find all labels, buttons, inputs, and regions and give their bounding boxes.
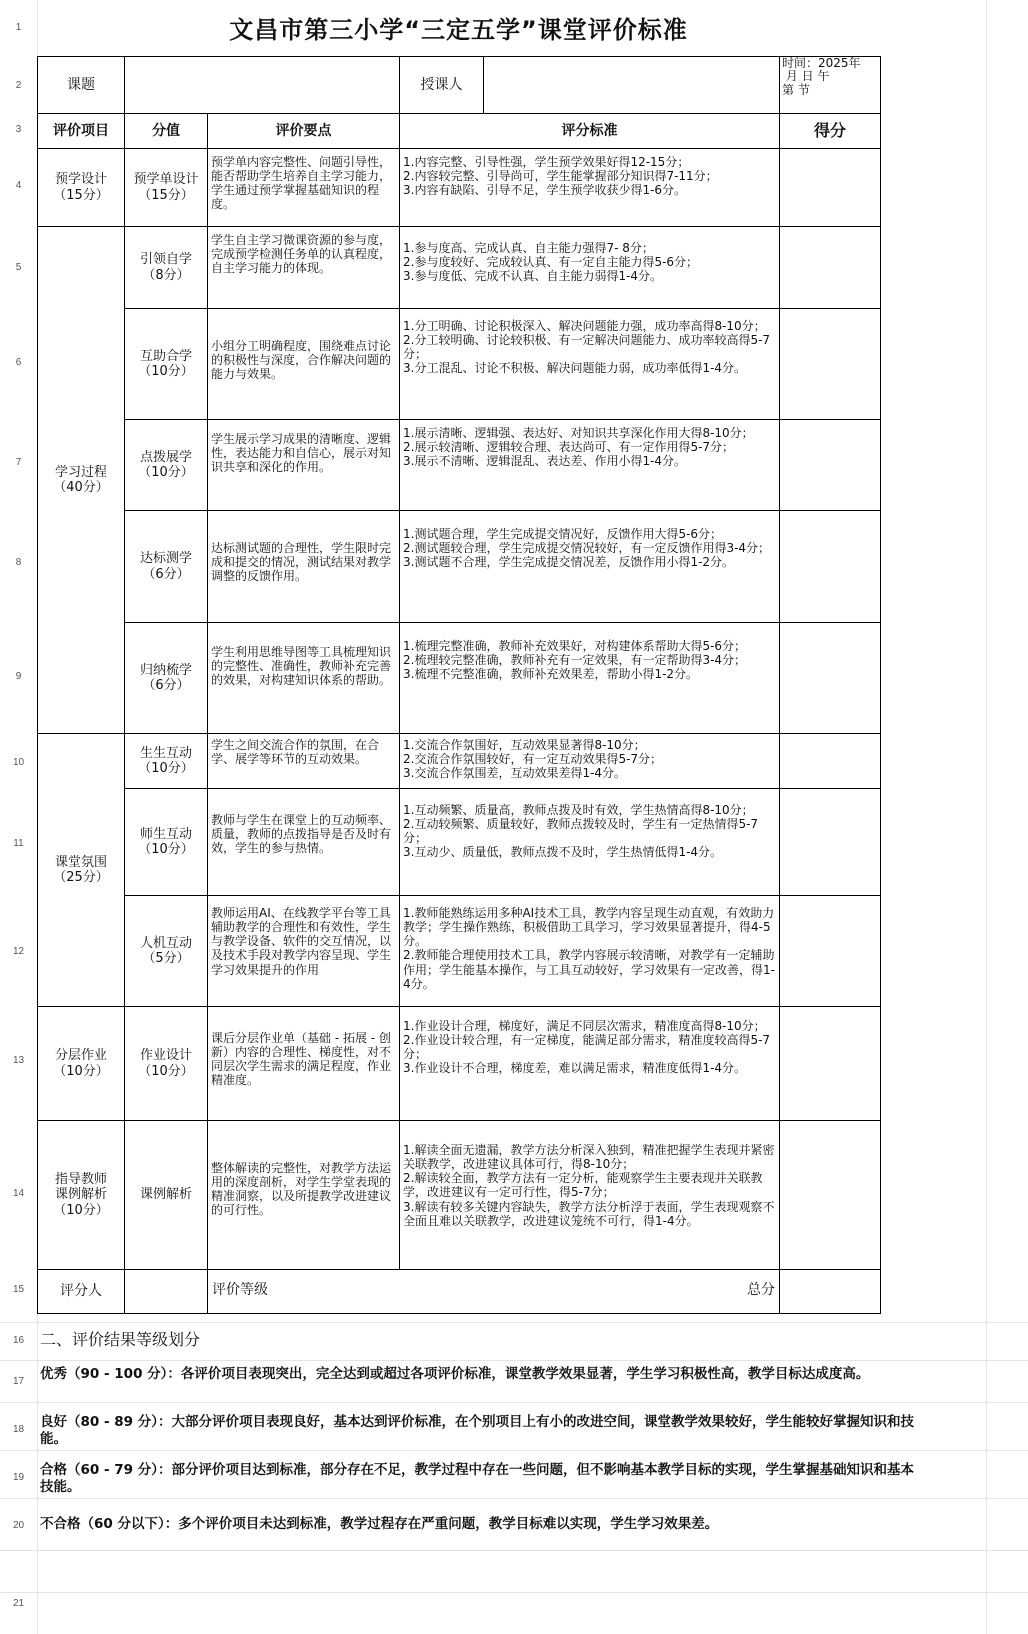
score-input[interactable] xyxy=(779,1006,881,1121)
grid-line xyxy=(0,1592,1028,1593)
header-criteria: 评分标准 xyxy=(399,113,780,149)
row-number[interactable]: 8 xyxy=(15,557,22,568)
row-number[interactable]: 15 xyxy=(12,1284,25,1295)
grade-excellent: 优秀（90 - 100 分）：各评价项目表现突出，完全达到或超过各项评价标准，课堂教学效果显著，学生学习积极性高，教学目标达成度高。 xyxy=(40,1366,870,1382)
header-score: 分值 xyxy=(124,113,208,149)
eval-points: 教师运用AI、在线教学平台等工具辅助教学的合理性和有效性，学生与教学设备、软件的交互情况，以及技术手段对教学内容呈现、学生学习效果提升的作用 xyxy=(207,895,400,1007)
eval-points: 学生之间交流合作的氛围，在合学、展学等环节的互动效果。 xyxy=(207,733,400,789)
score-input[interactable] xyxy=(779,733,881,789)
sub-item: 互助合学 （10分） xyxy=(124,308,208,420)
row-number[interactable]: 9 xyxy=(15,671,22,682)
eval-points: 教师与学生在课堂上的互动频率、质量，教师的点拨指导是否及时有效，学生的参与热情。 xyxy=(207,788,400,896)
eval-criteria: 1.测试题合理，学生完成提交情况好，反馈作用大得5-6分； 2.测试题较合理，学生完成提交情况较好，有一定反馈作用得3-4分； 3.测试题不合理，学生完成提交情况差，反馈作用小得1-2分。 xyxy=(399,510,780,623)
teacher-field[interactable] xyxy=(483,56,780,114)
sub-item: 生生互动 （10分） xyxy=(124,733,208,789)
row-number[interactable]: 5 xyxy=(15,262,22,273)
eval-criteria: 1.解读全面无遗漏，教学方法分析深入独到，精准把握学生表现并紧密关联教学，改进建议具体可行，得8-10分； 2.解读较全面，教学方法有一定分析，能观察学生主要表现并关联教学，改进建议有一定可行性，得5-7分； 3.解读有较多关键内容缺失，教学方法分析浮于表面，学生表现观察不全面且难以关联教学，改进建议笼统不可行，得1-4分。 xyxy=(399,1120,780,1270)
score-input[interactable] xyxy=(779,419,881,511)
eval-criteria: 1.展示清晰、逻辑强、表达好、对知识共享深化作用大得8-10分； 2.展示较清晰、逻辑较合理、表达尚可、有一定作用得5-7分； 3.展示不清晰、逻辑混乱、表达差、作用小得1-4分。 xyxy=(399,419,780,511)
grid-line xyxy=(986,0,987,1634)
grade-fail: 不合格（60 分以下）：多个评价项目未达到标准，教学过程存在严重问题，教学目标难以实现，学生学习效果差。 xyxy=(40,1516,719,1532)
score-input[interactable] xyxy=(779,148,881,227)
score-input[interactable] xyxy=(779,510,881,623)
eval-points: 学生展示学习成果的清晰度、逻辑性，表达能力和自信心，展示对知识共享和深化的作用。 xyxy=(207,419,400,511)
row-number[interactable]: 6 xyxy=(15,357,22,368)
teacher-label: 授课人 xyxy=(399,56,484,114)
header-item: 评价项目 xyxy=(37,113,125,149)
score-input[interactable] xyxy=(779,1120,881,1270)
grid-line xyxy=(0,1550,1028,1551)
sub-item: 课例解析 xyxy=(124,1120,208,1270)
rater-label: 评分人 xyxy=(37,1269,125,1314)
score-input[interactable] xyxy=(779,308,881,420)
row-number[interactable]: 16 xyxy=(12,1335,25,1346)
grid-line xyxy=(0,1498,1028,1499)
row-number[interactable]: 7 xyxy=(15,457,22,468)
grid-line xyxy=(0,1322,1028,1323)
header-points: 评价要点 xyxy=(207,113,400,149)
score-input[interactable] xyxy=(779,895,881,1007)
sub-item: 归纳梳学 （6分） xyxy=(124,622,208,734)
group-homework: 分层作业 （10分） xyxy=(37,1006,125,1121)
eval-criteria: 1.作业设计合理，梯度好，满足不同层次需求，精准度高得8-10分； 2.作业设计较合理，有一定梯度，能满足部分需求，精准度较高得5-7分； 3.作业设计不合理，梯度差，难以满足需求，精准度低得1-4分。 xyxy=(399,1006,780,1121)
total-score-input[interactable] xyxy=(779,1269,881,1314)
eval-criteria: 1.互动频繁、质量高，教师点拨及时有效，学生热情高得8-10分； 2.互动较频繁、质量较好，教师点拨较及时，学生有一定热情得5-7分； 3.互动少、质量低，教师点拨不及时，学生热情低得1-4分。 xyxy=(399,788,780,896)
grid-line xyxy=(0,1402,1028,1403)
row-number[interactable]: 3 xyxy=(15,124,22,135)
topic-label: 课题 xyxy=(37,56,125,114)
sub-item: 人机互动 （5分） xyxy=(124,895,208,1007)
row-number[interactable]: 14 xyxy=(12,1188,25,1199)
eval-points: 整体解读的完整性，对教学方法运用的深度剖析，对学生学堂表现的精准洞察，以及所提教学改进建议的可行性。 xyxy=(207,1120,400,1270)
sub-item: 作业设计 （10分） xyxy=(124,1006,208,1121)
row-number[interactable]: 12 xyxy=(12,946,25,957)
rater-field[interactable] xyxy=(124,1269,208,1314)
row-number[interactable]: 11 xyxy=(13,838,24,849)
grid-line xyxy=(0,1360,1028,1361)
total-label: 总分 xyxy=(747,1282,775,1298)
sub-item: 预学单设计 （15分） xyxy=(124,148,208,227)
eval-criteria: 1.参与度高、完成认真、自主能力强得7- 8分； 2.参与度较好、完成较认真、有一定自主能力得5-6分； 3.参与度低、完成不认真、自主能力弱得1-4分。 xyxy=(399,226,780,309)
grid-line xyxy=(0,1450,1028,1451)
group-learning-process: 学习过程 （40分） xyxy=(37,226,125,734)
row-number[interactable]: 18 xyxy=(12,1424,25,1435)
eval-criteria: 1.梳理完整准确，教师补充效果好，对构建体系帮助大得5-6分； 2.梳理较完整准确，教师补充有一定效果，有一定帮助得3-4分； 3.梳理不完整准确，教师补充效果差，帮助小得1-2分。 xyxy=(399,622,780,734)
score-input[interactable] xyxy=(779,788,881,896)
row-number[interactable]: 10 xyxy=(12,757,25,768)
page-title: 文昌市第三小学“三定五学”课堂评价标准 xyxy=(229,15,688,44)
eval-criteria: 1.分工明确、讨论积极深入、解决问题能力强，成功率高得8-10分； 2.分工较明确、讨论较积极、有一定解决问题能力、成功率较高得5-7分； 3.分工混乱、讨论不积极、解决问题能力弱，成功率低得1-4分。 xyxy=(399,308,780,420)
eval-points: 学生自主学习微课资源的参与度，完成预学检测任务单的认真程度，自主学习能力的体现。 xyxy=(207,226,400,309)
grade-pass: 合格（60 - 79 分）：部分评价项目达到标准，部分存在不足，教学过程中存在一些问题，但不影响基本教学目标的实现，学生掌握基础知识和基本技能。 xyxy=(40,1462,915,1495)
eval-points: 达标测试题的合理性，学生限时完成和提交的情况，测试结果对教学调整的反馈作用。 xyxy=(207,510,400,623)
row-number[interactable]: 13 xyxy=(12,1055,25,1066)
row-number[interactable]: 17 xyxy=(12,1376,25,1387)
row-number[interactable]: 21 xyxy=(12,1598,25,1609)
score-input[interactable] xyxy=(779,622,881,734)
eval-points: 预学单内容完整性、问题引导性，能否帮助学生培养自主学习能力，学生通过预学掌握基础知识的程度。 xyxy=(207,148,400,227)
eval-points: 小组分工明确程度，围绕难点讨论的积极性与深度，合作解决问题的能力与效果。 xyxy=(207,308,400,420)
group-classroom-atmosphere: 课堂氛围 （25分） xyxy=(37,733,125,1007)
row-number[interactable]: 20 xyxy=(12,1520,25,1531)
topic-field[interactable] xyxy=(124,56,400,114)
eval-criteria: 1.交流合作氛围好，互动效果显著得8-10分； 2.交流合作氛围较好，有一定互动效果得5-7分； 3.交流合作氛围差，互动效果差得1-4分。 xyxy=(399,733,780,789)
group-prelearn: 预学设计 （15分） xyxy=(37,148,125,227)
sub-item: 达标测学 （6分） xyxy=(124,510,208,623)
row-number[interactable]: 19 xyxy=(12,1472,25,1483)
eval-points: 课后分层作业单（基础 - 拓展 - 创新）内容的合理性、梯度性，对不同层次学生需求的满足程度，作业精准度。 xyxy=(207,1006,400,1121)
level-total-field[interactable] xyxy=(207,1269,780,1314)
sub-item: 引领自学 （8分） xyxy=(124,226,208,309)
grade-good: 良好（80 - 89 分）：大部分评价项目表现良好，基本达到评价标准，在个别项目上有小的改进空间，课堂教学效果较好，学生能较好掌握知识和技能。 xyxy=(40,1414,915,1447)
section-heading: 二、评价结果等级划分 xyxy=(40,1330,201,1349)
score-input[interactable] xyxy=(779,226,881,309)
row-number[interactable]: 1 xyxy=(15,22,22,33)
eval-points: 学生利用思维导图等工具梳理知识的完整性、准确性，教师补充完善的效果，对构建知识体系的帮助。 xyxy=(207,622,400,734)
group-case-analysis: 指导教师 课例解析 （10分） xyxy=(37,1120,125,1270)
header-result: 得分 xyxy=(779,113,881,149)
sub-item: 师生互动 （10分） xyxy=(124,788,208,896)
row-number[interactable]: 4 xyxy=(15,180,22,191)
row-number[interactable]: 2 xyxy=(15,80,22,91)
eval-criteria: 1.教师能熟练运用多种AI技术工具，教学内容呈现生动直观，有效助力教学；学生操作熟练，积极借助工具学习，学习效果显著提升，得4-5分。 2.教师能合理使用技术工具，教学内容展示较清晰，对教学有一定辅助作用；学生能基本操作，与工具互动较好，学习效果有一定改善，得1-4分。 xyxy=(399,895,780,1007)
sub-item: 点拨展学 （10分） xyxy=(124,419,208,511)
eval-criteria: 1.内容完整、引导性强，学生预学效果好得12-15分； 2.内容较完整、引导尚可，学生能掌握部分知识得7-11分； 3.内容有缺陷、引导不足，学生预学收获少得1-6分。 xyxy=(399,148,780,227)
level-label: 评价等级 xyxy=(212,1282,268,1298)
time-field[interactable]: 时间：2025年 月 日 午 第 节 xyxy=(779,56,881,114)
